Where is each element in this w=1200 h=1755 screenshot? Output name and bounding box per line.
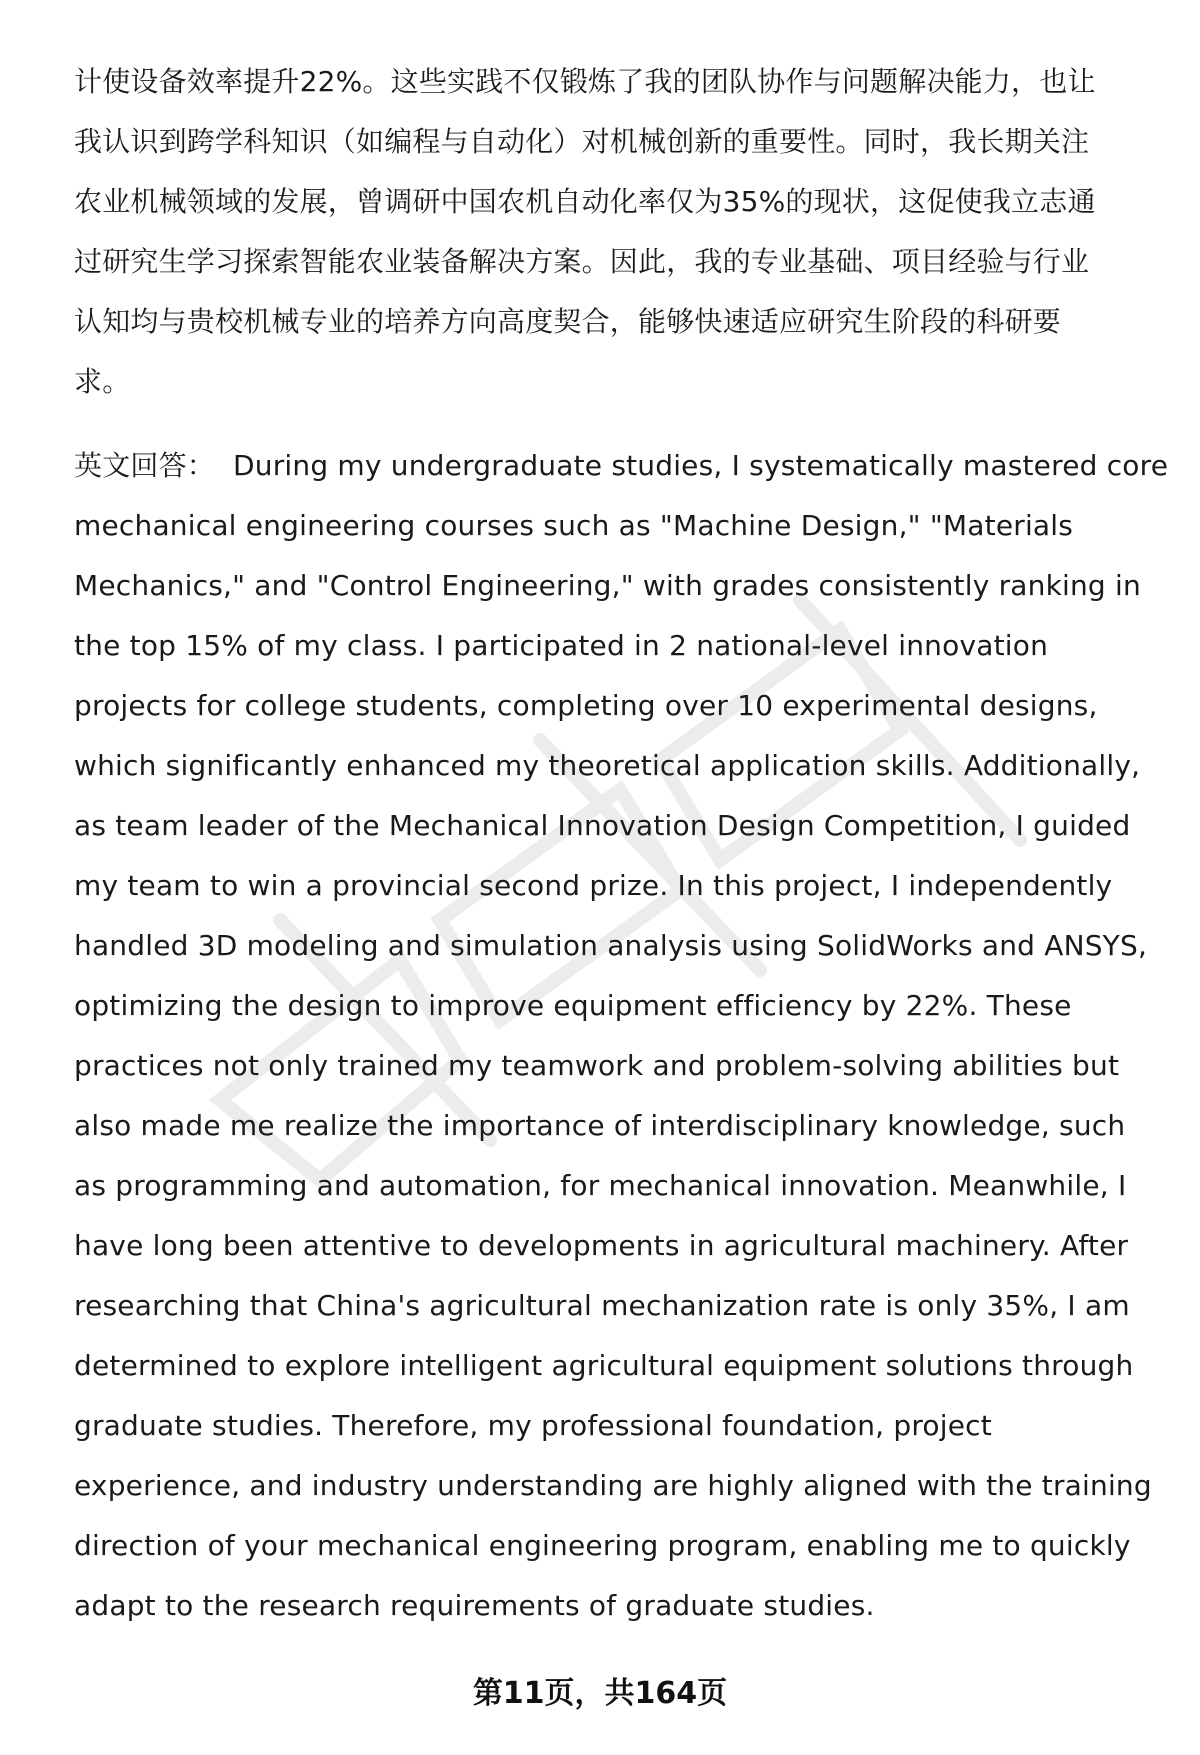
en-line: graduate studies. Therefore, my professional foundation, project — [74, 1409, 992, 1442]
en-line: as programming and automation, for mechanical innovation. Meanwhile, I — [74, 1169, 1127, 1202]
en-line: handled 3D modeling and simulation analysis using SolidWorks and ANSYS, — [74, 929, 1148, 962]
en-line: practices not only trained my teamwork and problem-solving abilities but — [74, 1049, 1120, 1082]
cn-line: 我认识到跨学科知识（如编程与自动化）对机械创新的重要性。同时，我长期关注 — [74, 125, 1090, 158]
cn-line: 认知均与贵校机械专业的培养方向高度契合，能够快速适应研究生阶段的科研要 — [74, 305, 1062, 338]
en-line: the top 15% of my class. I participated in 2 national-level innovation — [74, 629, 1049, 662]
english-answer — [74, 436, 1169, 1636]
cn-line: 计使设备效率提升22%。这些实践不仅锻炼了我的团队协作与问题解决能力，也让 — [74, 65, 1096, 98]
en-line: which significantly enhanced my theoretical application skills. Additionally, — [74, 749, 1141, 782]
cn-line: 农业机械领域的发展，曾调研中国农机自动化率仅为35%的现状，这促使我立志通 — [74, 185, 1096, 218]
en-line — [74, 436, 1169, 496]
en-line: mechanical engineering courses such as "Machine Design," "Materials — [74, 509, 1074, 542]
en-line: have long been attentive to developments in agricultural machinery. After — [74, 1229, 1129, 1262]
english-answer-label: 英文回答： — [74, 449, 216, 482]
en-line: optimizing the design to improve equipment efficiency by 22%. These — [74, 989, 1072, 1022]
en-line: as team leader of the Mechanical Innovation Design Competition, I guided — [74, 809, 1131, 842]
en-line: Mechanics," and "Control Engineering," with grades consistently ranking in — [74, 569, 1141, 602]
en-line: experience, and industry understanding are highly aligned with the training — [74, 1469, 1152, 1502]
en-line: projects for college students, completing over 10 experimental designs, — [74, 689, 1098, 722]
cn-line: 过研究生学习探索智能农业装备解决方案。因此，我的专业基础、项目经验与行业 — [74, 245, 1090, 278]
en-line: also made me realize the importance of interdisciplinary knowledge, such — [74, 1109, 1126, 1142]
en-line: my team to win a provincial second prize. In this project, I independently — [74, 869, 1113, 902]
page-number-footer: 第11页，共164页 — [472, 1676, 728, 1711]
chinese-paragraph — [74, 52, 1164, 412]
en-line: determined to explore intelligent agricultural equipment solutions through — [74, 1349, 1134, 1382]
en-line-text: During my undergraduate studies, I systematically mastered core — [233, 449, 1169, 482]
en-line: researching that China's agricultural mechanization rate is only 35%, I am — [74, 1289, 1130, 1322]
cn-line: 求。 — [74, 365, 131, 398]
en-line: adapt to the research requirements of graduate studies. — [74, 1589, 875, 1622]
en-line: direction of your mechanical engineering program, enabling me to quickly — [74, 1529, 1131, 1562]
